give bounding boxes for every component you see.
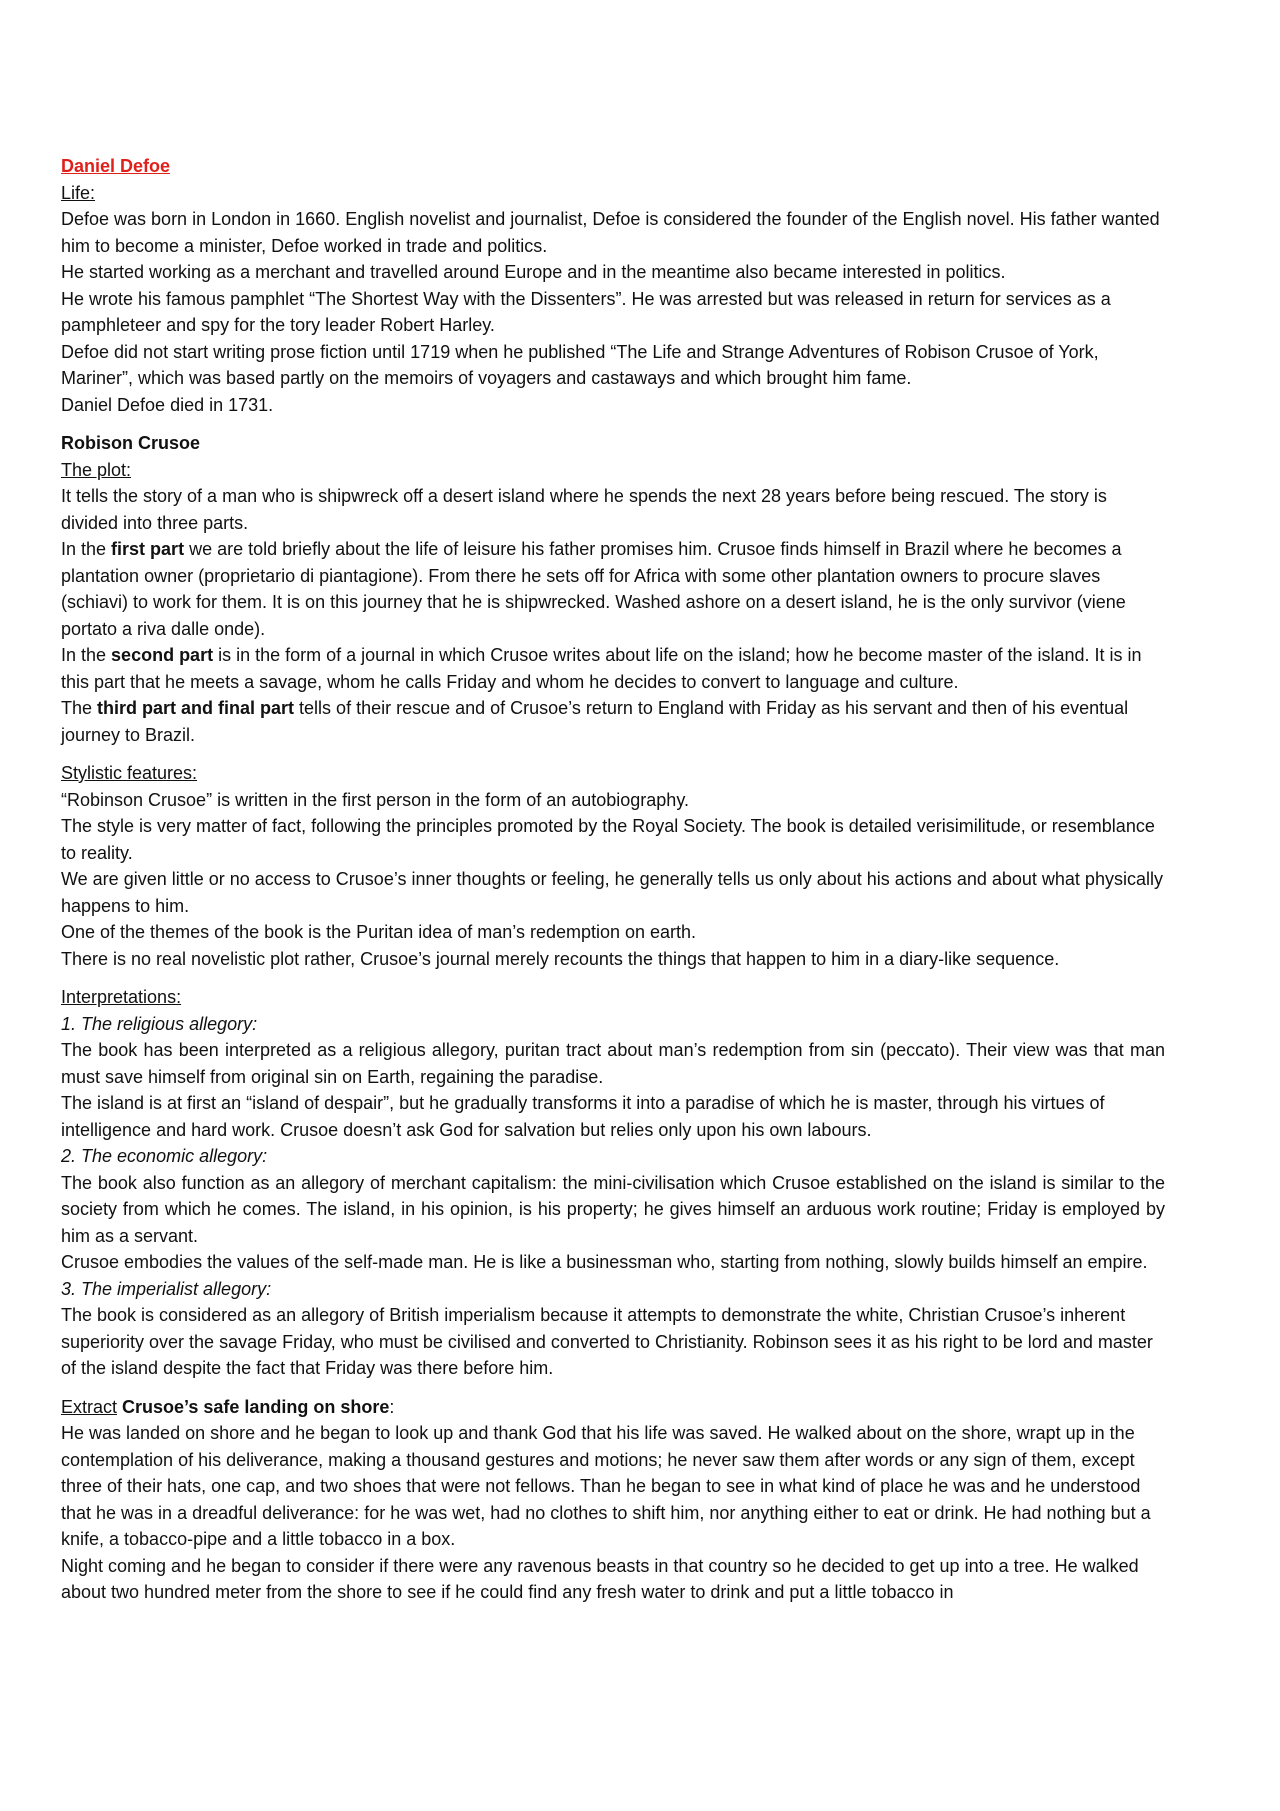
- plot-intro: It tells the story of a man who is shipwreck off a desert island where he spends the next 28 years before being rescued. The story is divided into three parts.: [61, 486, 1107, 533]
- plot-label: The plot:: [61, 459, 132, 480]
- life-label: Life:: [61, 182, 96, 203]
- style-label: Stylistic features:: [61, 763, 198, 783]
- style-paragraph: We are given little or no access to Crusoe’s inner thoughts or feeling, he generally tells us only about his actions and about what physically happens to him.: [61, 869, 1163, 916]
- style-paragraph: “Robinson Crusoe” is written in the first person in the form of an autobiography.: [61, 789, 689, 810]
- style-paragraph: There is no real novelistic plot rather, Crusoe’s journal merely recounts the things that happen to him in a diary-like sequence.: [61, 948, 1060, 969]
- style-section: [61, 760, 1165, 972]
- life-paragraph: Defoe was born in London in 1660. English novelist and journalist, Defoe is considered the founder of the English novel. His father wanted him to become a minister, Defoe worked in trade and politics.: [61, 209, 1160, 256]
- life-paragraph: Defoe did not start writing prose fiction until 1719 when he published “The Life and Strange Adventures of Robison Crusoe of York, Mariner”, which was based partly on the memoirs of voyagers and castaways and which brought him fame.: [61, 341, 1099, 388]
- extract-paragraph: Night coming and he began to consider if there were any ravenous beasts in that country so he decided to get up into a tree. He walked about two hundred meter from the shore to see if he could find any fresh water to drink and put a little tobacco in: [61, 1555, 1139, 1602]
- plot-part-one: In the first part we are told briefly about the life of leisure his father promises him. Crusoe finds himself in Brazil where he becomes a plantation owner (proprietario di piantagione). From there he sets off for Africa with some other plantation owners to procure slaves (schiavi) to work for them. It is on this journey that he is shipwrecked. Washed ashore on a desert island, he is the only survivor (viene portato a riva dalle onde).: [61, 539, 1126, 639]
- novel-title: Robison Crusoe: [61, 433, 201, 453]
- author-title: Daniel Defoe: [61, 156, 171, 176]
- economic-heading: 2. The economic allegory:: [61, 1146, 268, 1166]
- part-three-label: third part and final part: [97, 698, 295, 718]
- life-paragraph: Daniel Defoe died in 1731.: [61, 394, 274, 415]
- novel-section: [61, 430, 1165, 748]
- interpretations-section: [61, 984, 1165, 1382]
- plot-part-two: In the second part is in the form of a journal in which Crusoe writes about life on the island; how he become master of the island. It is in this part that he meets a savage, whom he calls Friday and whom he decides to convert to language and culture.: [61, 645, 1142, 692]
- extract-paragraph: He was landed on shore and he began to look up and thank God that his life was saved. He walked about on the shore, wrapt up in the contemplation of his deliverance, making a thousand gestures and motions; he never saw them after words or any sign of them, except three of their hats, one cap, and two shoes that were not fellows. Than he began to see in what kind of place he was and he understood that he was in a dreadful deliverance: for he was wet, had no clothes to shift him, nor anything either to eat or drink. He had nothing but a knife, a tobacco-pipe and a little tobacco in a box.: [61, 1423, 1151, 1549]
- part-one-label: first part: [111, 539, 185, 559]
- religious-paragraph: The island is at first an “island of despair”, but he gradually transforms it into a paradise of which he is master, through his virtues of intelligence and hard work. Crusoe doesn’t ask God for salvation but relies only upon his own labours.: [61, 1093, 1105, 1140]
- author-section: [61, 153, 1165, 418]
- economic-paragraph: The book also function as an allegory of merchant capitalism: the mini-civilisation which Crusoe established on the island is similar to the society from which he comes. The island, in his opinion, is his property; he gives himself an arduous work routine; Friday is employed by him as a servant.: [61, 1172, 1165, 1246]
- extract-heading: Extract Crusoe’s safe landing on shore:: [61, 1396, 395, 1417]
- extract-label: Extract: [61, 1396, 118, 1417]
- style-paragraph: The style is very matter of fact, following the principles promoted by the Royal Society. The book is detailed verisimilitude, or resemblance to reality.: [61, 816, 1155, 863]
- imperialist-paragraph: The book is considered as an allegory of British imperialism because it attempts to demonstrate the white, Christian Crusoe’s inherent superiority over the savage Friday, who must be civilised and converted to Christianity. Robinson sees it as his right to be lord and master of the island despite the fact that Friday was there before him.: [61, 1305, 1153, 1378]
- document-page: [61, 153, 1165, 1606]
- life-paragraph: He started working as a merchant and travelled around Europe and in the meantime also became interested in politics.: [61, 262, 1006, 282]
- economic-paragraph: Crusoe embodies the values of the self-made man. He is like a businessman who, starting from nothing, slowly builds himself an empire.: [61, 1252, 1148, 1272]
- religious-heading: 1. The religious allegory:: [61, 1013, 258, 1034]
- imperialist-heading: 3. The imperialist allegory:: [61, 1278, 272, 1299]
- religious-paragraph: The book has been interpreted as a religious allegory, puritan tract about man’s redemption from sin (peccato). Their view was that man must save himself from original sin on Earth, regaining the paradise.: [61, 1040, 1165, 1087]
- extract-title: Crusoe’s safe landing on shore: [122, 1396, 390, 1417]
- style-paragraph: One of the themes of the book is the Puritan idea of man’s redemption on earth.: [61, 922, 697, 942]
- interpretations-label: Interpretations:: [61, 987, 182, 1007]
- extract-section: [61, 1394, 1165, 1606]
- life-paragraph: He wrote his famous pamphlet “The Shortest Way with the Dissenters”. He was arrested but was released in return for services as a pamphleteer and spy for the tory leader Robert Harley.: [61, 288, 1111, 335]
- part-two-label: second part: [111, 645, 214, 665]
- plot-part-three: The third part and final part tells of their rescue and of Crusoe’s return to England with Friday as his servant and then of his eventual journey to Brazil.: [61, 698, 1129, 745]
